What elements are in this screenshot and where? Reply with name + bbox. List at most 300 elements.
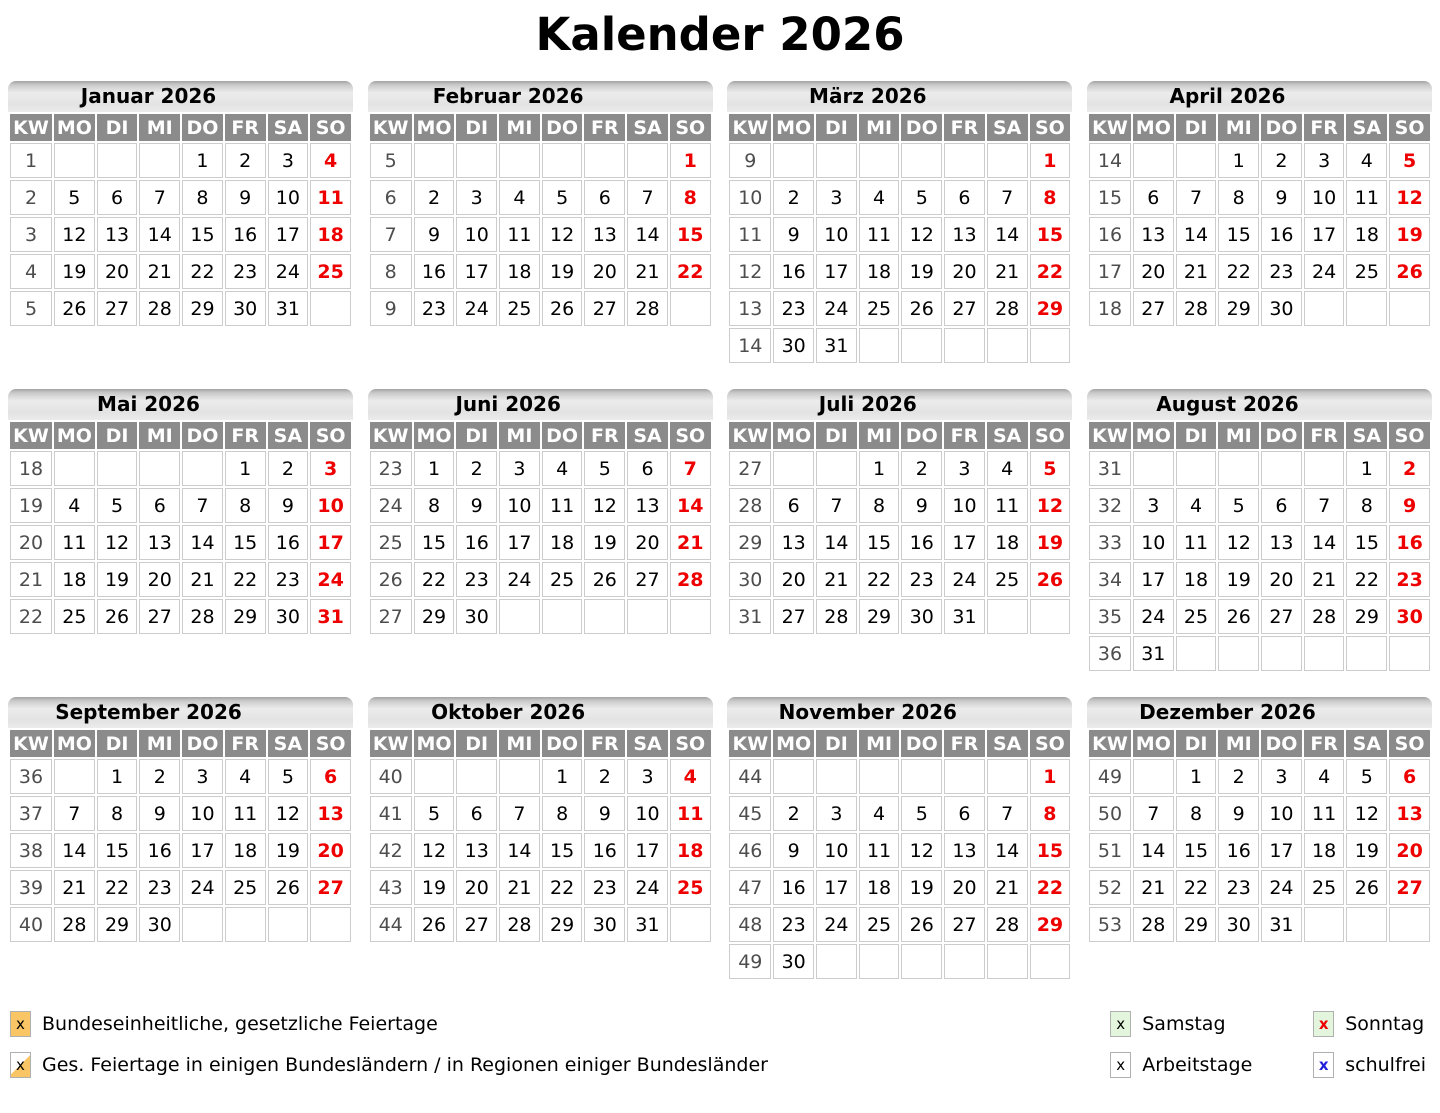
day-cell: 23: [584, 870, 625, 905]
weekday-header: MO: [773, 114, 814, 141]
month-title: Juni 2026: [368, 389, 713, 420]
empty-cell: [773, 451, 814, 486]
day-cell: 27: [627, 562, 668, 597]
weekday-header: DO: [542, 730, 583, 757]
day-cell: 8: [1176, 796, 1217, 831]
empty-cell: [499, 143, 540, 178]
day-cell: 10: [182, 796, 223, 831]
month-table: [8, 112, 353, 328]
legend-label: schulfrei: [1345, 1054, 1426, 1076]
day-cell: 6: [1389, 759, 1430, 794]
day-cell: 3: [1261, 759, 1302, 794]
month-title: Januar 2026: [8, 81, 353, 112]
empty-cell: [139, 451, 180, 486]
day-cell: 20: [1133, 254, 1174, 289]
day-cell: 9: [268, 488, 309, 523]
day-cell: 17: [816, 870, 857, 905]
week-number-cell: 12: [729, 254, 771, 289]
day-cell: 24: [310, 562, 351, 597]
weekday-header: SO: [670, 422, 711, 449]
day-cell: 23: [268, 562, 309, 597]
day-cell: 5: [901, 796, 942, 831]
empty-cell: [859, 944, 900, 979]
day-cell: 13: [584, 217, 625, 252]
day-cell: 19: [414, 870, 455, 905]
weekday-header: SO: [1389, 422, 1430, 449]
weekday-header: MI: [139, 422, 180, 449]
weekday-header: FR: [225, 422, 266, 449]
week-number-cell: 36: [10, 759, 52, 794]
weekday-header: FR: [584, 114, 625, 141]
day-cell: 17: [268, 217, 309, 252]
weekday-header: DO: [182, 730, 223, 757]
week-number-cell: 11: [729, 217, 771, 252]
day-cell: 22: [1218, 254, 1259, 289]
day-cell: 28: [670, 562, 711, 597]
week-number-cell: 14: [729, 328, 771, 363]
day-cell: 25: [859, 291, 900, 326]
day-cell: 4: [859, 180, 900, 215]
day-cell: 27: [1389, 870, 1430, 905]
day-cell: 26: [1389, 254, 1430, 289]
empty-cell: [944, 944, 985, 979]
day-cell: 3: [310, 451, 351, 486]
day-cell: 30: [456, 599, 497, 634]
day-cell: 5: [584, 451, 625, 486]
day-cell: 30: [1389, 599, 1430, 634]
day-cell: 23: [225, 254, 266, 289]
weekday-header: SA: [1346, 422, 1387, 449]
day-cell: 2: [584, 759, 625, 794]
week-number-cell: 8: [370, 254, 412, 289]
day-cell: 14: [54, 833, 95, 868]
month-title: August 2026: [1087, 389, 1432, 420]
day-cell: 10: [1261, 796, 1302, 831]
day-cell: 16: [584, 833, 625, 868]
weekday-header: FR: [944, 114, 985, 141]
month-title: Februar 2026: [368, 81, 713, 112]
day-cell: 25: [542, 562, 583, 597]
empty-cell: [627, 599, 668, 634]
day-cell: 13: [944, 217, 985, 252]
day-cell: 29: [1030, 907, 1071, 942]
day-cell: 13: [944, 833, 985, 868]
week-number-header: KW: [10, 114, 52, 141]
day-cell: 11: [225, 796, 266, 831]
day-cell: 31: [268, 291, 309, 326]
day-cell: 20: [944, 870, 985, 905]
day-cell: 28: [182, 599, 223, 634]
day-cell: 20: [944, 254, 985, 289]
day-cell: 11: [542, 488, 583, 523]
day-cell: 29: [542, 907, 583, 942]
day-cell: 3: [816, 796, 857, 831]
weekday-header: SA: [627, 730, 668, 757]
day-cell: 26: [268, 870, 309, 905]
weekday-header: SO: [670, 114, 711, 141]
day-cell: 6: [1261, 488, 1302, 523]
empty-cell: [584, 599, 625, 634]
day-cell: 6: [310, 759, 351, 794]
day-cell: 16: [456, 525, 497, 560]
day-cell: 8: [1346, 488, 1387, 523]
week-number-header: KW: [729, 422, 771, 449]
day-cell: 19: [901, 870, 942, 905]
day-cell: 20: [584, 254, 625, 289]
day-cell: 5: [1389, 143, 1430, 178]
week-number-cell: 35: [1089, 599, 1131, 634]
weekday-header: DO: [542, 422, 583, 449]
day-cell: 21: [1133, 870, 1174, 905]
day-cell: 18: [542, 525, 583, 560]
empty-cell: [97, 143, 138, 178]
weekday-header: SA: [987, 422, 1028, 449]
day-cell: 10: [1304, 180, 1345, 215]
day-cell: 18: [54, 562, 95, 597]
month-table: [368, 112, 713, 328]
week-number-cell: 17: [1089, 254, 1131, 289]
day-cell: 15: [859, 525, 900, 560]
day-cell: 7: [1133, 796, 1174, 831]
month-table: [368, 728, 713, 944]
weekday-header: DO: [901, 730, 942, 757]
day-cell: 30: [1218, 907, 1259, 942]
empty-cell: [816, 451, 857, 486]
day-cell: 13: [627, 488, 668, 523]
day-cell: 4: [1176, 488, 1217, 523]
day-cell: 2: [456, 451, 497, 486]
weekday-header: MO: [414, 114, 455, 141]
month-panel: [368, 697, 713, 944]
day-cell: 4: [225, 759, 266, 794]
day-cell: 25: [670, 870, 711, 905]
day-cell: 11: [670, 796, 711, 831]
day-cell: 8: [542, 796, 583, 831]
day-cell: 12: [1030, 488, 1071, 523]
day-cell: 21: [54, 870, 95, 905]
day-cell: 19: [542, 254, 583, 289]
weekday-header: MO: [54, 114, 95, 141]
week-number-cell: 9: [729, 143, 771, 178]
day-cell: 15: [1218, 217, 1259, 252]
day-cell: 30: [584, 907, 625, 942]
month-panel: [368, 389, 713, 636]
day-cell: 28: [987, 907, 1028, 942]
empty-cell: [1176, 143, 1217, 178]
day-cell: 2: [1389, 451, 1430, 486]
empty-cell: [944, 143, 985, 178]
day-cell: 21: [627, 254, 668, 289]
day-cell: 3: [268, 143, 309, 178]
day-cell: 1: [225, 451, 266, 486]
day-cell: 24: [1304, 254, 1345, 289]
day-cell: 31: [1261, 907, 1302, 942]
empty-cell: [1133, 759, 1174, 794]
month-panel: [1087, 389, 1432, 673]
day-cell: 13: [773, 525, 814, 560]
day-cell: 26: [1218, 599, 1259, 634]
day-cell: 7: [670, 451, 711, 486]
weekday-header: MO: [773, 730, 814, 757]
empty-cell: [773, 143, 814, 178]
weekday-header: MO: [54, 422, 95, 449]
day-cell: 26: [1346, 870, 1387, 905]
day-cell: 17: [944, 525, 985, 560]
weekday-header: SA: [268, 422, 309, 449]
weekday-header: MO: [54, 730, 95, 757]
week-number-cell: 3: [10, 217, 52, 252]
empty-cell: [182, 451, 223, 486]
day-cell: 14: [987, 217, 1028, 252]
day-cell: 9: [773, 833, 814, 868]
day-cell: 11: [859, 833, 900, 868]
empty-cell: [859, 143, 900, 178]
legend-label: Bundeseinheitliche, gesetzliche Feiertage: [42, 1013, 438, 1035]
day-cell: 2: [901, 451, 942, 486]
day-cell: 16: [139, 833, 180, 868]
day-cell: 17: [182, 833, 223, 868]
weekday-header: DO: [901, 114, 942, 141]
day-cell: 2: [1261, 143, 1302, 178]
week-number-cell: 53: [1089, 907, 1131, 942]
day-cell: 23: [773, 907, 814, 942]
legend-label: Arbeitstage: [1142, 1054, 1253, 1076]
empty-cell: [542, 599, 583, 634]
x-mark: x: [1116, 1056, 1126, 1074]
weekday-header: MO: [414, 730, 455, 757]
month-table: [368, 420, 713, 636]
legend-right: [1110, 1011, 1426, 1078]
day-cell: 12: [584, 488, 625, 523]
day-cell: 8: [1030, 180, 1071, 215]
day-cell: 14: [1176, 217, 1217, 252]
day-cell: 10: [816, 833, 857, 868]
weekday-header: FR: [225, 114, 266, 141]
week-number-cell: 28: [729, 488, 771, 523]
day-cell: 14: [499, 833, 540, 868]
day-cell: 7: [627, 180, 668, 215]
day-cell: 28: [1176, 291, 1217, 326]
day-cell: 27: [944, 291, 985, 326]
day-cell: 29: [859, 599, 900, 634]
x-mark: x: [16, 1015, 25, 1033]
day-cell: 30: [773, 944, 814, 979]
empty-cell: [816, 759, 857, 794]
month-table: [727, 728, 1072, 981]
empty-cell: [97, 451, 138, 486]
day-cell: 15: [1030, 217, 1071, 252]
day-cell: 11: [499, 217, 540, 252]
day-cell: 17: [499, 525, 540, 560]
week-number-cell: 34: [1089, 562, 1131, 597]
day-cell: 25: [987, 562, 1028, 597]
month-table: [1087, 420, 1432, 673]
day-cell: 1: [1346, 451, 1387, 486]
empty-cell: [310, 907, 351, 942]
month-title: Mai 2026: [8, 389, 353, 420]
day-cell: 12: [542, 217, 583, 252]
weekday-header: DO: [542, 114, 583, 141]
day-cell: 25: [310, 254, 351, 289]
empty-cell: [1304, 636, 1345, 671]
week-number-cell: 29: [729, 525, 771, 560]
month-table: [8, 420, 353, 636]
empty-cell: [225, 907, 266, 942]
week-number-cell: 7: [370, 217, 412, 252]
day-cell: 15: [1030, 833, 1071, 868]
month-title: Juli 2026: [727, 389, 1072, 420]
week-number-cell: 27: [370, 599, 412, 634]
day-cell: 31: [1133, 636, 1174, 671]
day-cell: 10: [310, 488, 351, 523]
day-cell: 18: [310, 217, 351, 252]
legend-label: Ges. Feiertage in einigen Bundesländern / in Regionen einiger Bundesländer: [42, 1054, 768, 1076]
day-cell: 4: [1304, 759, 1345, 794]
saturday-swatch: [1110, 1011, 1131, 1037]
day-cell: 7: [54, 796, 95, 831]
month-panel: [8, 81, 353, 328]
week-number-cell: 49: [1089, 759, 1131, 794]
empty-cell: [1218, 451, 1259, 486]
day-cell: 23: [773, 291, 814, 326]
day-cell: 23: [901, 562, 942, 597]
weekday-header: FR: [225, 730, 266, 757]
day-cell: 13: [97, 217, 138, 252]
day-cell: 2: [773, 180, 814, 215]
day-cell: 18: [859, 254, 900, 289]
day-cell: 23: [139, 870, 180, 905]
day-cell: 1: [859, 451, 900, 486]
week-number-header: KW: [1089, 114, 1131, 141]
legend-left: [10, 1011, 768, 1093]
day-cell: 19: [97, 562, 138, 597]
day-cell: 17: [627, 833, 668, 868]
week-number-header: KW: [10, 730, 52, 757]
day-cell: 16: [1218, 833, 1259, 868]
week-number-cell: 26: [370, 562, 412, 597]
weekday-header: SO: [310, 422, 351, 449]
month-title: März 2026: [727, 81, 1072, 112]
day-cell: 17: [456, 254, 497, 289]
day-cell: 9: [414, 217, 455, 252]
empty-cell: [1030, 328, 1071, 363]
day-cell: 1: [414, 451, 455, 486]
day-cell: 17: [1133, 562, 1174, 597]
day-cell: 16: [414, 254, 455, 289]
day-cell: 22: [1176, 870, 1217, 905]
month-table: [727, 420, 1072, 636]
day-cell: 9: [773, 217, 814, 252]
week-number-cell: 5: [10, 291, 52, 326]
week-number-header: KW: [10, 422, 52, 449]
day-cell: 25: [54, 599, 95, 634]
day-cell: 20: [1389, 833, 1430, 868]
day-cell: 11: [1176, 525, 1217, 560]
weekday-header: MO: [1133, 114, 1174, 141]
day-cell: 4: [54, 488, 95, 523]
day-cell: 21: [816, 562, 857, 597]
empty-cell: [499, 759, 540, 794]
day-cell: 21: [1304, 562, 1345, 597]
day-cell: 12: [1218, 525, 1259, 560]
legend-item-sunday: [1313, 1011, 1426, 1037]
day-cell: 7: [182, 488, 223, 523]
day-cell: 15: [414, 525, 455, 560]
day-cell: 30: [1261, 291, 1302, 326]
day-cell: 14: [987, 833, 1028, 868]
x-mark: x: [1318, 1015, 1329, 1033]
empty-cell: [1389, 907, 1430, 942]
empty-cell: [1389, 636, 1430, 671]
weekday-header: SO: [1030, 730, 1071, 757]
weekday-header: SA: [627, 114, 668, 141]
week-number-header: KW: [370, 114, 412, 141]
day-cell: 25: [1176, 599, 1217, 634]
day-cell: 30: [268, 599, 309, 634]
x-mark: x: [1318, 1056, 1329, 1074]
day-cell: 18: [1176, 562, 1217, 597]
day-cell: 5: [97, 488, 138, 523]
day-cell: 9: [225, 180, 266, 215]
weekday-header: DI: [456, 114, 497, 141]
day-cell: 6: [773, 488, 814, 523]
day-cell: 21: [670, 525, 711, 560]
day-cell: 28: [816, 599, 857, 634]
empty-cell: [1030, 599, 1071, 634]
day-cell: 3: [499, 451, 540, 486]
day-cell: 23: [414, 291, 455, 326]
empty-cell: [901, 759, 942, 794]
day-cell: 14: [816, 525, 857, 560]
weekday-header: DO: [1261, 114, 1302, 141]
week-number-cell: 49: [729, 944, 771, 979]
legend-label: Sonntag: [1345, 1013, 1425, 1035]
day-cell: 2: [268, 451, 309, 486]
weekday-header: SO: [670, 730, 711, 757]
day-cell: 11: [310, 180, 351, 215]
day-cell: 10: [268, 180, 309, 215]
week-number-cell: 14: [1089, 143, 1131, 178]
weekday-header: MI: [859, 114, 900, 141]
day-cell: 6: [944, 796, 985, 831]
day-cell: 14: [1304, 525, 1345, 560]
day-cell: 5: [414, 796, 455, 831]
day-cell: 19: [268, 833, 309, 868]
weekday-header: DI: [97, 422, 138, 449]
day-cell: 21: [139, 254, 180, 289]
week-number-cell: 40: [10, 907, 52, 942]
empty-cell: [1176, 451, 1217, 486]
day-cell: 31: [310, 599, 351, 634]
day-cell: 20: [310, 833, 351, 868]
day-cell: 22: [225, 562, 266, 597]
empty-cell: [1030, 944, 1071, 979]
week-number-cell: 46: [729, 833, 771, 868]
day-cell: 5: [901, 180, 942, 215]
day-cell: 5: [1346, 759, 1387, 794]
weekday-header: MI: [859, 422, 900, 449]
month-table: [1087, 728, 1432, 944]
weekday-header: MI: [499, 422, 540, 449]
day-cell: 12: [901, 217, 942, 252]
day-cell: 16: [225, 217, 266, 252]
day-cell: 4: [542, 451, 583, 486]
day-cell: 24: [1133, 599, 1174, 634]
day-cell: 13: [1389, 796, 1430, 831]
weekday-header: MI: [1218, 422, 1259, 449]
day-cell: 16: [268, 525, 309, 560]
national-holiday-swatch: [10, 1011, 31, 1037]
